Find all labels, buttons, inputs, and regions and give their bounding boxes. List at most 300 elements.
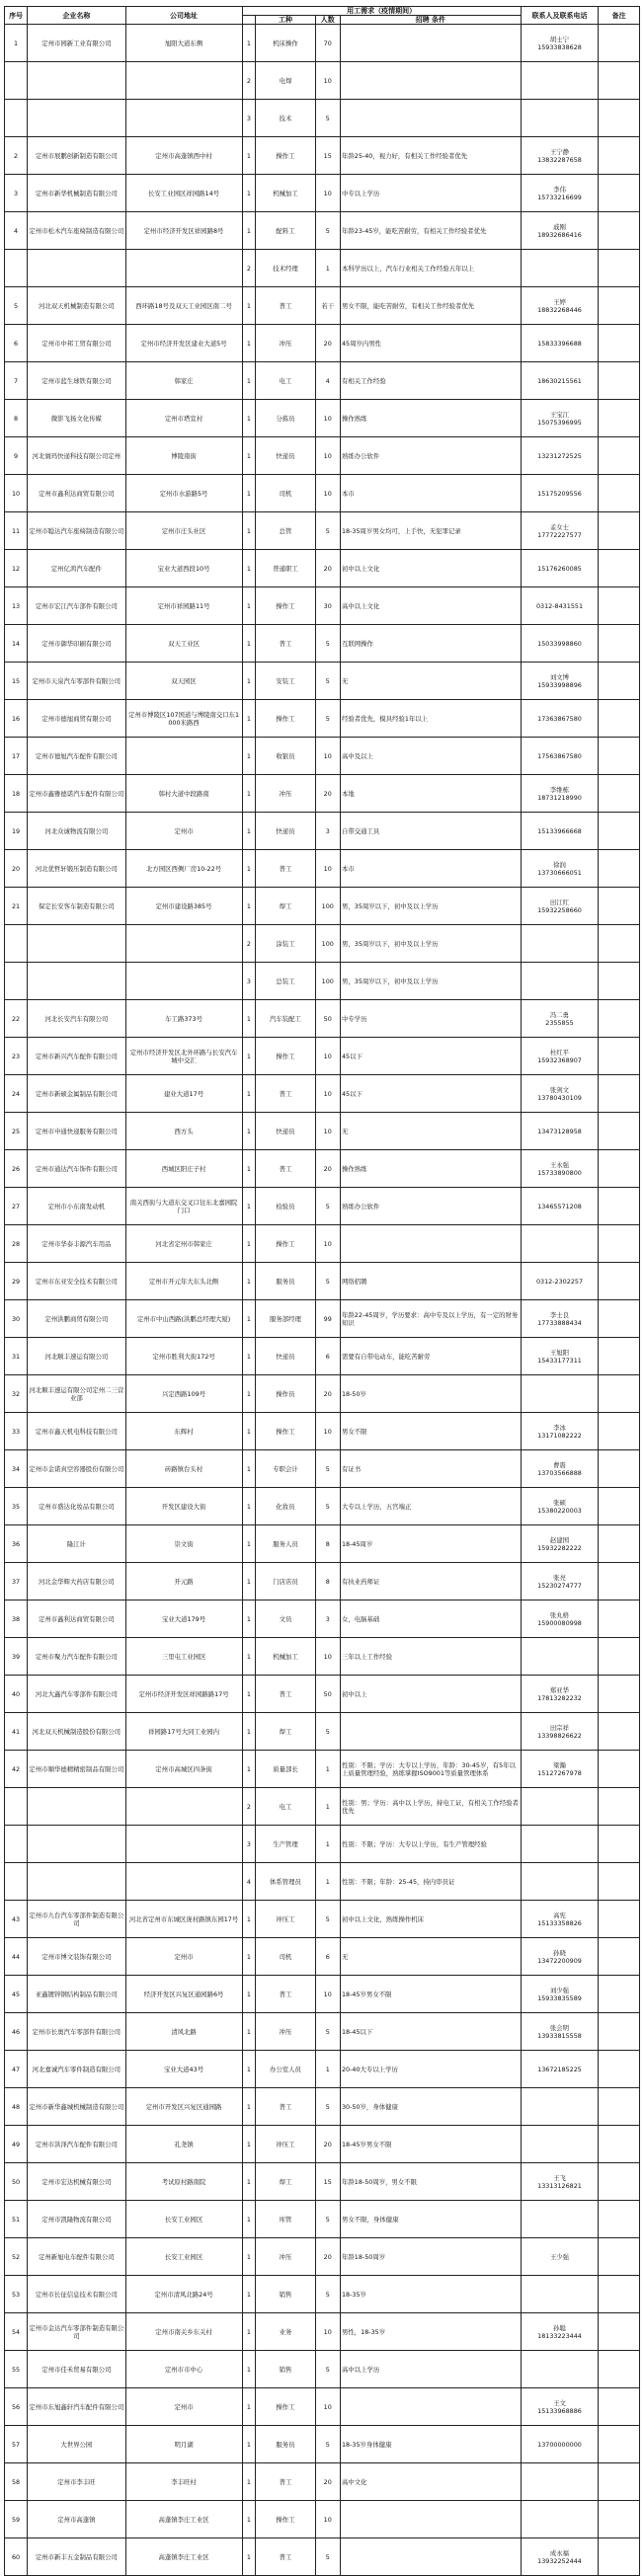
cell-job: 专职会计 xyxy=(256,1450,315,1488)
cell-seq: 1 xyxy=(242,1713,256,1751)
cell-seq: 1 xyxy=(242,850,256,888)
table-row xyxy=(5,437,640,475)
cell-company: 定州市宏达机械有限公司 xyxy=(28,2163,125,2201)
cell-condition: 本市 xyxy=(340,475,521,512)
cell-condition: 年龄25-40，视力好，有相关工作经验者优先 xyxy=(340,137,521,175)
cell-job: 操作工 xyxy=(256,587,315,625)
cell-seq: 1 xyxy=(242,663,256,700)
table-row xyxy=(5,212,640,250)
cell-contact-phone: 13398826622 xyxy=(537,1731,582,1740)
cell-contact xyxy=(521,1638,599,1676)
cell-note xyxy=(599,888,640,925)
cell-company: 定州市李丰旺 xyxy=(28,2463,125,2501)
cell-note xyxy=(599,1488,640,1525)
cell-company: 定州亿鸿汽车配件 xyxy=(28,550,125,587)
table-row xyxy=(5,1563,640,1600)
cell-address: 定州市 xyxy=(125,1938,242,1976)
cell-contact-phone: 15433177311 xyxy=(537,1356,582,1365)
cell-contact-phone: 13465571208 xyxy=(537,1202,582,1210)
cell-company: 定州新旭电车配件有限公司 xyxy=(28,2238,125,2276)
cell-company: 定州市宏江汽车部件有限公司 xyxy=(28,587,125,625)
cell-no: 41 xyxy=(5,1713,28,1751)
cell-job: 司机 xyxy=(256,1938,315,1976)
cell-contact xyxy=(521,2426,599,2463)
cell-contact xyxy=(521,2388,599,2426)
cell-job: 操作工 xyxy=(256,1225,315,1263)
header-company: 企业名称 xyxy=(28,7,125,25)
cell-no: 21 xyxy=(5,888,28,925)
cell-seq: 1 xyxy=(242,1901,256,1938)
cell-contact-name: 高宪 xyxy=(553,1911,566,1919)
cell-address: 韩村大道中段路南 xyxy=(125,775,242,813)
cell-job: 冲压 xyxy=(256,775,315,813)
cell-count: 10 xyxy=(315,1413,340,1450)
cell-contact xyxy=(521,738,599,775)
table-row xyxy=(5,100,640,137)
cell-address: 明月湖 xyxy=(125,2426,242,2463)
cell-contact xyxy=(521,512,599,550)
recruitment-table xyxy=(4,6,640,2576)
table-row xyxy=(5,362,640,400)
cell-job: 服务员 xyxy=(256,1263,315,1300)
cell-no: 22 xyxy=(5,1000,28,1038)
cell-contact xyxy=(521,250,599,287)
cell-contact-name: 徐润 xyxy=(553,860,566,869)
cell-seq: 1 xyxy=(242,2426,256,2463)
cell-contact-name: 曹震 xyxy=(553,1460,566,1469)
cell-address: 宝业大道179号 xyxy=(125,1600,242,1638)
cell-job: 技术经理 xyxy=(256,250,315,287)
cell-company xyxy=(28,963,125,1000)
table-row xyxy=(5,287,640,325)
cell-company xyxy=(28,100,125,137)
cell-contact-phone: 17772227577 xyxy=(537,530,582,539)
table-row xyxy=(5,1225,640,1263)
cell-address: 崇文街 xyxy=(125,1525,242,1563)
cell-company: 定州市顺华德精精密制品有限公司 xyxy=(28,1751,125,1788)
cell-count: 1 xyxy=(315,1788,340,1826)
cell-count: 5 xyxy=(315,700,340,738)
cell-contact xyxy=(521,1901,599,1938)
cell-no: 6 xyxy=(5,325,28,362)
cell-no: 44 xyxy=(5,1938,28,1976)
cell-note xyxy=(599,1563,640,1600)
cell-condition: 网络招聘 xyxy=(340,1263,521,1300)
cell-count: 5 xyxy=(315,2201,340,2238)
table-row xyxy=(5,1263,640,1300)
table-row xyxy=(5,400,640,437)
cell-contact-phone: 13932252444 xyxy=(537,2556,582,2565)
header-condition: 条件 xyxy=(432,16,446,24)
cell-job: 冲压 xyxy=(256,2238,315,2276)
cell-address xyxy=(125,1788,242,1826)
cell-contact xyxy=(521,212,599,250)
cell-no: 7 xyxy=(5,362,28,400)
cell-company: 定州市新华机械制造有限公司 xyxy=(28,175,125,212)
cell-company: 定州市佳禾贸易有限公司 xyxy=(28,2351,125,2388)
cell-note xyxy=(599,700,640,738)
cell-seq: 2 xyxy=(242,250,256,287)
cell-seq: 1 xyxy=(242,2201,256,2238)
cell-job: 配料工 xyxy=(256,212,315,250)
cell-seq: 1 xyxy=(242,2163,256,2201)
cell-seq: 1 xyxy=(242,2351,256,2388)
cell-company: 定州市新丰五金制品有限公司 xyxy=(28,2538,125,2576)
cell-address: 高蓬镇李庄工业区 xyxy=(125,2501,242,2538)
cell-contact-phone: 15133968886 xyxy=(537,2406,582,2415)
cell-company: 河北长安汽车有限公司 xyxy=(28,1000,125,1038)
cell-contact-name: 张亮 xyxy=(553,1573,566,1582)
cell-contact xyxy=(521,888,599,925)
cell-contact-phone: 13472200909 xyxy=(537,1956,582,1965)
table-row xyxy=(5,2351,640,2388)
cell-contact xyxy=(521,1038,599,1075)
cell-address: 西城区阳庄子村 xyxy=(125,1150,242,1188)
cell-no: 40 xyxy=(5,1676,28,1713)
cell-condition: 20-40大专以上学历 xyxy=(340,2051,521,2088)
cell-contact xyxy=(521,2276,599,2313)
cell-seq: 1 xyxy=(242,2501,256,2538)
cell-contact xyxy=(521,2126,599,2163)
cell-note xyxy=(599,1638,640,1676)
cell-condition: 年龄18-50周岁，男女不限 xyxy=(340,2163,521,2201)
table-row xyxy=(5,2463,640,2501)
cell-condition: 18-35周岁男女均可，上手快，无犯罪记录 xyxy=(340,512,521,550)
cell-job: 操作工 xyxy=(256,2388,315,2426)
cell-note xyxy=(599,1525,640,1563)
cell-job: 机械加工 xyxy=(256,1638,315,1676)
cell-job: 冲压 xyxy=(256,325,315,362)
cell-no: 1 xyxy=(5,25,28,62)
cell-contact xyxy=(521,1600,599,1638)
cell-address: 孔尧镇 xyxy=(125,2126,242,2163)
cell-note xyxy=(599,2276,640,2313)
cell-no: 38 xyxy=(5,1600,28,1638)
cell-address: 北方园区西侧厂房10-22号 xyxy=(125,850,242,888)
cell-contact xyxy=(521,1863,599,1901)
cell-contact-phone: 15900080998 xyxy=(537,1618,582,1627)
cell-condition: 操作熟练 xyxy=(340,1150,521,1188)
cell-address: 定州市胜利大街172号 xyxy=(125,1338,242,1375)
cell-contact xyxy=(521,1525,599,1563)
cell-no: 15 xyxy=(5,663,28,700)
table-row xyxy=(5,888,640,925)
cell-company: 定州市长征信息技术有限公司 xyxy=(28,2276,125,2313)
cell-count: 1 xyxy=(315,1863,340,1901)
cell-no: 20 xyxy=(5,850,28,888)
cell-seq: 1 xyxy=(242,888,256,925)
cell-seq: 1 xyxy=(242,25,256,62)
cell-contact-name: 孙晓 xyxy=(553,1948,566,1957)
cell-contact xyxy=(521,287,599,325)
cell-contact xyxy=(521,850,599,888)
table-row xyxy=(5,1600,640,1638)
cell-company: 定州市天泉汽车零部件有限公司 xyxy=(28,663,125,700)
cell-no: 34 xyxy=(5,1450,28,1488)
cell-condition: 初中以上 xyxy=(340,1676,521,1713)
cell-address: 定州市高城区四条街 xyxy=(125,1751,242,1788)
cell-address: 定州市南关乡东关村 xyxy=(125,2313,242,2351)
cell-count: 10 xyxy=(315,62,340,100)
cell-condition: 无 xyxy=(340,1938,521,1976)
header-seq xyxy=(242,16,256,25)
cell-note xyxy=(599,1225,640,1263)
cell-address: 建业大道17号 xyxy=(125,1075,242,1113)
cell-contact xyxy=(521,1113,599,1150)
cell-seq: 1 xyxy=(242,1563,256,1600)
cell-count: 5 xyxy=(315,2276,340,2313)
cell-contact-phone: 0312-8431551 xyxy=(535,601,584,610)
cell-contact xyxy=(521,25,599,62)
table-row xyxy=(5,925,640,963)
cell-contact-phone: 13672185225 xyxy=(537,2065,582,2073)
cell-note xyxy=(599,2013,640,2051)
cell-count: 10 xyxy=(315,1113,340,1150)
cell-no: 8 xyxy=(5,400,28,437)
cell-note xyxy=(599,2238,640,2276)
cell-seq: 1 xyxy=(242,2013,256,2051)
cell-job: 焊工 xyxy=(256,1713,315,1751)
cell-note xyxy=(599,813,640,850)
cell-count: 10 xyxy=(315,850,340,888)
cell-address: 长安工业园区祥园路14号 xyxy=(125,175,242,212)
cell-company xyxy=(28,250,125,287)
header-recruit-condition xyxy=(340,16,521,25)
cell-contact-name: 梁瀚 xyxy=(553,1760,566,1769)
cell-note xyxy=(599,1113,640,1150)
cell-address: 长安工业园区 xyxy=(125,2201,242,2238)
cell-condition: 女，电脑基础 xyxy=(340,1600,521,1638)
cell-note xyxy=(599,1038,640,1075)
cell-company: 定州市长奥汽车零部件有限公司 xyxy=(28,2013,125,2051)
cell-condition: 有相关工作经验 xyxy=(340,362,521,400)
cell-no xyxy=(5,1788,28,1826)
cell-seq: 1 xyxy=(242,1338,256,1375)
cell-company: 定州市中邦工贸有限公司 xyxy=(28,325,125,362)
cell-job: 操作工 xyxy=(256,2501,315,2538)
cell-no: 53 xyxy=(5,2276,28,2313)
cell-note xyxy=(599,1901,640,1938)
cell-note xyxy=(599,175,640,212)
cell-count: 10 xyxy=(315,1075,340,1113)
cell-contact-phone: 15932368907 xyxy=(537,1055,582,1064)
cell-company: 定州市园新工业有限公司 xyxy=(28,25,125,62)
cell-no: 43 xyxy=(5,1901,28,1938)
cell-contact-phone: 17363867580 xyxy=(537,714,582,723)
cell-address: 李丰旺村 xyxy=(125,2463,242,2501)
cell-count: 1 xyxy=(315,2051,340,2088)
cell-contact xyxy=(521,813,599,850)
cell-address xyxy=(125,100,242,137)
cell-job: 冲压工 xyxy=(256,2126,315,2163)
cell-company: 定州市蓝生球铁有限公司 xyxy=(28,362,125,400)
cell-seq: 1 xyxy=(242,1488,256,1525)
cell-contact-name: 张丸格 xyxy=(549,1610,570,1619)
cell-company: 河北嘉诚汽车零件制造有限公司 xyxy=(28,2051,125,2088)
cell-note xyxy=(599,1450,640,1488)
cell-contact xyxy=(521,1450,599,1488)
cell-job: 汽车装配工 xyxy=(256,1000,315,1038)
cell-condition: 年龄22-45周岁，学历要求：高中专及以上学历，有一定的财务知识 xyxy=(340,1300,521,1338)
table-row xyxy=(5,250,640,287)
cell-seq: 1 xyxy=(242,1225,256,1263)
cell-no xyxy=(5,1826,28,1863)
cell-job: 快递员 xyxy=(256,437,315,475)
cell-condition: 男，35周岁以下，初中及以上学历 xyxy=(340,888,521,925)
table-row xyxy=(5,700,640,738)
cell-contact xyxy=(521,437,599,475)
cell-seq: 1 xyxy=(242,1676,256,1713)
table-row xyxy=(5,1450,640,1488)
table-row xyxy=(5,1901,640,1938)
cell-contact-name: 冯二勇 xyxy=(549,1010,570,1019)
cell-no: 59 xyxy=(5,2501,28,2538)
cell-contact-name: 王永强 xyxy=(549,1160,570,1169)
cell-note xyxy=(599,2088,640,2126)
cell-condition: 性别：不限；年龄：25-45，持内审员证 xyxy=(340,1863,521,1901)
cell-seq: 1 xyxy=(242,1263,256,1300)
cell-note xyxy=(599,2163,640,2201)
cell-contact-phone: 18630215561 xyxy=(537,376,582,385)
cell-address: 旭阳大道东侧 xyxy=(125,25,242,62)
cell-contact-phone: 15127267978 xyxy=(537,1768,582,1777)
cell-address: 定州市开发区兴复区通园路 xyxy=(125,2088,242,2126)
cell-address: 清风北路 xyxy=(125,2013,242,2051)
cell-count: 8 xyxy=(315,1563,340,1600)
cell-seq: 1 xyxy=(242,325,256,362)
cell-condition: 互联网操作 xyxy=(340,625,521,663)
cell-job: 文员 xyxy=(256,1600,315,1638)
table-row xyxy=(5,1863,640,1901)
cell-count: 100 xyxy=(315,888,340,925)
cell-contact-name: 王飞 xyxy=(553,2173,566,2182)
table-row xyxy=(5,663,640,700)
cell-address xyxy=(125,1863,242,1901)
cell-address: 车工路373号 xyxy=(125,1000,242,1038)
cell-job: 普工 xyxy=(256,1150,315,1188)
cell-job: 业务 xyxy=(256,2313,315,2351)
cell-contact xyxy=(521,2463,599,2501)
cell-condition xyxy=(340,1713,521,1751)
cell-address: 定州市市中心 xyxy=(125,2351,242,2388)
cell-contact xyxy=(521,925,599,963)
cell-company xyxy=(28,925,125,963)
cell-no: 51 xyxy=(5,2201,28,2238)
cell-address: 开发区建设大街 xyxy=(125,1488,242,1525)
cell-no: 49 xyxy=(5,2126,28,2163)
cell-seq: 3 xyxy=(242,1826,256,1863)
cell-address: 祥园路17号大同工业园内 xyxy=(125,1713,242,1751)
cell-condition: 本地 xyxy=(340,775,521,813)
cell-company xyxy=(28,1826,125,1863)
cell-no: 37 xyxy=(5,1563,28,1600)
cell-count: 50 xyxy=(315,1676,340,1713)
cell-count: 99 xyxy=(315,1300,340,1338)
cell-count: 5 xyxy=(315,100,340,137)
cell-job: 销售 xyxy=(256,2351,315,2388)
cell-seq: 1 xyxy=(242,1375,256,1413)
cell-seq: 1 xyxy=(242,738,256,775)
cell-contact-phone: 15133358826 xyxy=(537,1918,582,1927)
cell-no: 46 xyxy=(5,2013,28,2051)
table-row xyxy=(5,512,640,550)
cell-contact-phone: 15733890800 xyxy=(537,1168,582,1177)
cell-job: 总管 xyxy=(256,512,315,550)
cell-contact-phone: 15075396995 xyxy=(537,418,582,427)
cell-job: 操作员 xyxy=(256,1375,315,1413)
cell-company: 定州市金达汽车零部件制造有限公司 xyxy=(28,2313,125,2351)
cell-no xyxy=(5,250,28,287)
cell-seq: 1 xyxy=(242,1450,256,1488)
cell-address xyxy=(125,250,242,287)
cell-no xyxy=(5,100,28,137)
cell-condition: 无 xyxy=(340,663,521,700)
cell-contact xyxy=(521,137,599,175)
cell-job: 普通职工 xyxy=(256,550,315,587)
cell-job: 普工 xyxy=(256,287,315,325)
cell-condition xyxy=(340,2501,521,2538)
cell-count: 5 xyxy=(315,212,340,250)
cell-company xyxy=(28,1863,125,1901)
cell-contact xyxy=(521,775,599,813)
cell-no: 30 xyxy=(5,1300,28,1338)
cell-note xyxy=(599,1600,640,1638)
cell-count: 4 xyxy=(315,362,340,400)
table-row xyxy=(5,1788,640,1826)
cell-condition: 无 xyxy=(340,1113,521,1150)
cell-contact xyxy=(521,2088,599,2126)
cell-company: 定州市东旭鑫轩汽车配件有限公司 xyxy=(28,2388,125,2426)
cell-company: 定州市凯隆物流有限公司 xyxy=(28,2201,125,2238)
cell-address: 定州市经济开发区北外环路与长安汽车城中交汇 xyxy=(125,1038,242,1075)
cell-count: 1 xyxy=(315,1826,340,1863)
cell-contact xyxy=(521,587,599,625)
cell-no: 17 xyxy=(5,738,28,775)
cell-condition: 30-50岁，身体健康 xyxy=(340,2088,521,2126)
table-row xyxy=(5,1113,640,1150)
cell-condition: 性别：不限；学历：大专以上学历，有生产管理经验 xyxy=(340,1826,521,1863)
cell-company: 河北寰玛快递科技有限公司定州 xyxy=(28,437,125,475)
cell-address: 定州市塔宣村 xyxy=(125,400,242,437)
cell-contact-name: 成永福 xyxy=(549,2548,570,2557)
table-row xyxy=(5,2013,640,2051)
cell-condition: 高中以上文化 xyxy=(340,587,521,625)
cell-no: 56 xyxy=(5,2388,28,2426)
cell-job: 电工 xyxy=(256,1788,315,1826)
table-row xyxy=(5,1375,640,1413)
cell-no: 12 xyxy=(5,550,28,587)
cell-count: 10 xyxy=(315,1038,340,1075)
table-row xyxy=(5,850,640,888)
cell-contact-phone: 15933998896 xyxy=(537,680,582,689)
cell-contact-name: 李士良 xyxy=(549,1310,570,1319)
cell-note xyxy=(599,963,640,1000)
cell-note xyxy=(599,2388,640,2426)
cell-count: 10 xyxy=(315,2501,340,2538)
cell-condition: 初中以上文化 xyxy=(340,550,521,587)
cell-seq: 1 xyxy=(242,1976,256,2013)
cell-condition: 性别：男；学历：高中以上学历，持电工证，有相关工作经验者优先 xyxy=(340,1788,521,1826)
cell-seq: 1 xyxy=(242,1600,256,1638)
cell-seq: 1 xyxy=(242,2463,256,2501)
cell-seq: 1 xyxy=(242,400,256,437)
table-row xyxy=(5,625,640,663)
cell-address: 博陵南街 xyxy=(125,437,242,475)
cell-count: 5 xyxy=(315,663,340,700)
table-row xyxy=(5,1938,640,1976)
table-row xyxy=(5,2538,640,2576)
cell-job: 司机 xyxy=(256,475,315,512)
